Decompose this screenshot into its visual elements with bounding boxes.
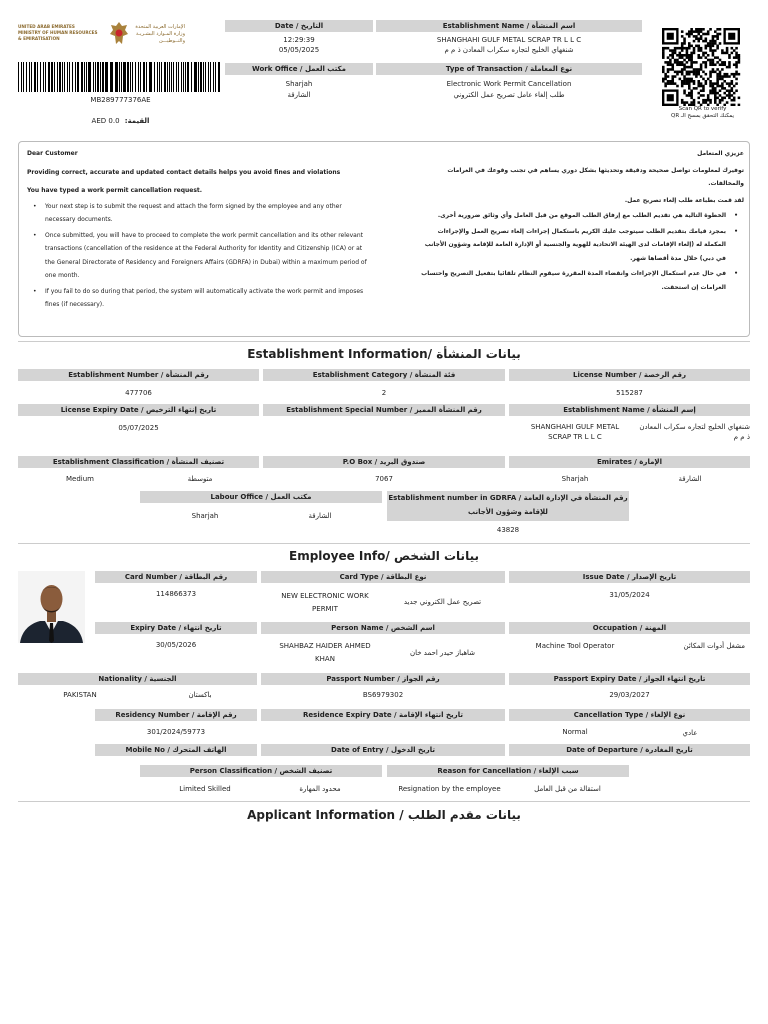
occupation-ar: مشغل أدوات المكائن <box>683 642 745 650</box>
qr-caption-en: Scan QR to verify <box>678 106 727 112</box>
license-expiry-value: 05/07/2025 <box>118 424 159 432</box>
po-box-value: 7067 <box>375 475 393 483</box>
notice-box <box>18 141 750 337</box>
notice-line1-en: Providing correct, accurate and updated contact details helps you avoid fines and violations <box>27 168 341 176</box>
license-number-value: 515287 <box>616 389 643 397</box>
header-establishment-name-ar: شنغهاي الخليج لتجاره سكراب المعادن ذ م م <box>444 46 574 54</box>
establishment-name-en: SHANGHAHI GULF METAL SCRAP TR L L C <box>530 423 620 441</box>
license-expiry-header: License Expiry Date / تاريخ إنتهاء الترخيص <box>18 404 259 416</box>
cancellation-type-header: Cancellation Type / نوع الإلغاء <box>509 709 750 721</box>
transaction-type-ar: طلب إلغاء عامل تصريح عمل الكتروني <box>453 91 565 99</box>
establishment-name-header: Establishment Name / اسم المنشأة <box>376 20 642 32</box>
card-number-header: Card Number / رقم البطاقة <box>95 571 257 583</box>
passport-expiry-value: 29/03/2027 <box>609 691 650 699</box>
establishment-category-header: Establishment Category / فئة المنشأة <box>263 369 505 381</box>
notice-line1-ar: توفيرك لمعلومات تواصل صحيحة ودقيقة وتحديثها بشكل دوري يساهم في تجنب وقوعك في الغرامات والمخالفات. <box>447 166 744 187</box>
barcode <box>18 62 223 92</box>
nationality-header: Nationality / الجنسية <box>18 673 257 685</box>
applicant-section-title: Applicant Information / بيانات مقدم الطلب <box>247 808 521 822</box>
header-establishment-name: SHANGHAHI GULF METAL SCRAP TR L L C <box>436 36 582 44</box>
gdrfa-header: Establishment number in GDRFA / رقم المنشأة في الإدارة العامة للإقامة وشؤون الأجانب <box>387 491 629 521</box>
work-office-ar: الشارقة <box>287 91 311 99</box>
residence-expiry-header: Residence Expiry Date / تاريخ انتهاء الإقامة <box>261 709 505 721</box>
cancellation-type-en: Normal <box>562 728 588 736</box>
fee-value: 0.0 <box>108 117 120 125</box>
qr-code <box>662 28 742 106</box>
applicant-divider <box>18 801 750 802</box>
establishment-classification-ar: متوسطة <box>187 475 213 483</box>
employee-section-title: Employee Info/ بيانات الشخص <box>289 549 479 563</box>
work-office-en: Sharjah <box>285 80 313 88</box>
notice-bullet-en-2: • Once submitted, you will have to proceed to complete the work permit cancellation and its other relevant transactions (cancellation of the residence at the Federal Authority for Identity and Citizenship (ICA) or at the General Directorate of Residency and Foreigners Affairs (GDRFA) in Dubai) within a maximum period of one month. <box>27 229 367 283</box>
license-number-header: License Number / رقم الرخصة <box>509 369 750 381</box>
person-classification-header: Person Classification / تصنيف الشخص <box>140 765 382 777</box>
notice-line2-ar: لقد قمت بطباعة طلب إلغاء تصريح عمل. <box>624 196 744 204</box>
cancellation-reason-header: Reason for Cancellation / سبب الإلغاء <box>387 765 629 777</box>
fee <box>18 117 223 125</box>
expiry-date-value: 30/05/2026 <box>155 641 197 649</box>
occupation-header: Occupation / المهنة <box>509 622 750 634</box>
time-value: 12:29:39 <box>283 36 315 44</box>
employee-photo <box>18 571 85 643</box>
residency-number-value: 301/2024/59773 <box>146 728 206 736</box>
emirate-en: Sharjah <box>561 475 589 483</box>
establishment-number-value: 477706 <box>125 389 152 397</box>
card-type-header: Card Type / نوع البطاقة <box>261 571 505 583</box>
card-number-value: 114866373 <box>155 590 197 598</box>
establishment-classification-en: Medium <box>66 475 94 483</box>
card-type-ar: تصريح عمل الكتروني جديد <box>403 598 482 606</box>
establishment-name-header-2: Establishment Name / إسم المنشأة <box>509 404 750 416</box>
cancellation-reason-en: Resignation by the employee <box>398 785 501 793</box>
establishment-section-title: Establishment Information/ بيانات المنشأة <box>247 347 521 361</box>
fee-label: القيمة: <box>124 117 150 125</box>
barcode-text: MB289777376AE <box>90 96 151 104</box>
person-name-ar: شاهباز حيدر احمد خان <box>409 649 476 657</box>
greeting-en: Dear Customer <box>27 150 78 157</box>
qr-caption-ar: يمكنك التحقق بمسح الـ QR <box>671 113 734 119</box>
notice-arabic <box>414 147 744 294</box>
nationality-en: PAKISTAN <box>63 691 97 699</box>
notice-bullet-ar-3: • في حال عدم استكمال الإجراءات وانقضاء المدة المقررة سيقوم النظام تلقائيا بتفعيل التصريح واحتساب الغرامات إن استحقت. <box>414 267 744 294</box>
person-classification-en: Limited Skilled <box>179 785 231 793</box>
labour-office-ar: الشارقة <box>308 512 332 520</box>
person-name-en: SHAHBAZ HAIDER AHMED KHAN <box>279 642 371 663</box>
ministry-name-en: UNITED ARAB EMIRATES MINISTRY OF HUMAN RESOURCES & EMIRATISATION <box>18 24 98 41</box>
establishment-number-header: Establishment Number / رقم المنشأة <box>18 369 259 381</box>
card-type-en: NEW ELECTRONIC WORK PERMIT <box>281 592 369 613</box>
establishment-name-ar: شنغهاي الخليج لتجاره سكراب المعادن ذ م م <box>639 423 750 441</box>
notice-bullet-ar-1: • الخطوة التالية هي تقديم الطلب مع إرفاق الطلب الموقع من قبل العامل وأي وثائق ضرورية أخرى. <box>414 209 744 223</box>
work-office-header: Work Office / مكتب العمل <box>225 63 373 75</box>
cancellation-reason-ar: استقالة من قبل العامل <box>534 785 601 793</box>
notice-bullet-en-1: • Your next step is to submit the request and attach the form signed by the employee and any other necessary documents. <box>27 200 367 227</box>
date-value: 05/05/2025 <box>278 46 320 54</box>
issue-date-value: 31/05/2024 <box>609 591 650 599</box>
issue-date-header: Issue Date / تاريخ الإصدار <box>509 571 750 583</box>
transaction-type-en: Electronic Work Permit Cancellation <box>446 80 572 88</box>
employee-divider <box>18 543 750 544</box>
emblem-icon <box>108 20 130 48</box>
ministry-name-ar: الإمارات العربية المتحدة وزارة المـوارد البشـريـة والتــوطيـــن <box>135 24 185 44</box>
notice-bullet-ar-2: • بمجرد قيامك بتقديم الطلب سيتوجب عليك الكريم باستكمال إجراءات إلغاء تصريح العمل والإجراءات المكملة له (إلغاء الإقامات لدى الهيئة الاتحادية للهوية والجنسية أو الإدارة العامة للإقامة وشؤون الأجانب في دبي) خلال مدة أقصاها شهر. <box>414 225 744 266</box>
labour-office-en: Sharjah <box>191 512 219 520</box>
date-of-departure-header: Date of Departure / تاريخ المغادرة <box>509 744 750 756</box>
gdrfa-value: 43828 <box>496 526 520 534</box>
notice-bullet-en-3: • If you fail to do so during that period, the system will automatically activate the work permit and imposes fines (if necessary). <box>27 285 367 312</box>
person-classification-ar: محدود المهارة <box>299 785 341 793</box>
expiry-date-header: Expiry Date / تاريخ انتهاء <box>95 622 257 634</box>
ministry-logo <box>18 20 185 50</box>
nationality-ar: باكستان <box>188 691 212 699</box>
passport-number-value: BS6979302 <box>362 691 404 699</box>
po-box-header: P.O Box / صندوق البريد <box>263 456 505 468</box>
cancellation-type-ar: عادي <box>682 729 698 737</box>
labour-office-header: Labour Office / مكتب العمل <box>140 491 382 503</box>
notice-line2-en: You have typed a work permit cancellation request. <box>27 187 203 194</box>
emirate-header: Emirates / الإمارة <box>509 456 750 468</box>
fee-currency: AED <box>91 117 107 125</box>
residency-number-header: Residency Number / رقم الإقامة <box>95 709 257 721</box>
emirate-ar: الشارقة <box>678 475 702 483</box>
date-of-entry-header: Date of Entry / تاريخ الدخول <box>261 744 505 756</box>
establishment-category-value: 2 <box>381 389 387 397</box>
passport-expiry-header: Passport Expiry Date / تاريخ انتهاء الجواز <box>509 673 750 685</box>
date-header: Date / التاريخ <box>225 20 373 32</box>
establishment-classification-header: Establishment Classification / تصنيف المنشأة <box>18 456 259 468</box>
mobile-header: Mobile No / الهاتف المتحرك <box>95 744 257 756</box>
greeting-ar: عزيزي المتعامل <box>697 150 744 157</box>
passport-number-header: Passport Number / رقم الجواز <box>261 673 505 685</box>
notice-english <box>27 147 367 312</box>
person-name-header: Person Name / اسم الشخص <box>261 622 505 634</box>
establishment-divider <box>18 341 750 342</box>
special-number-header: Establishment Special Number / رقم المنشأة المميز <box>263 404 505 416</box>
occupation-en: Machine Tool Operator <box>535 642 615 650</box>
transaction-type-header: Type of Transaction / نوع المعاملة <box>376 63 642 75</box>
